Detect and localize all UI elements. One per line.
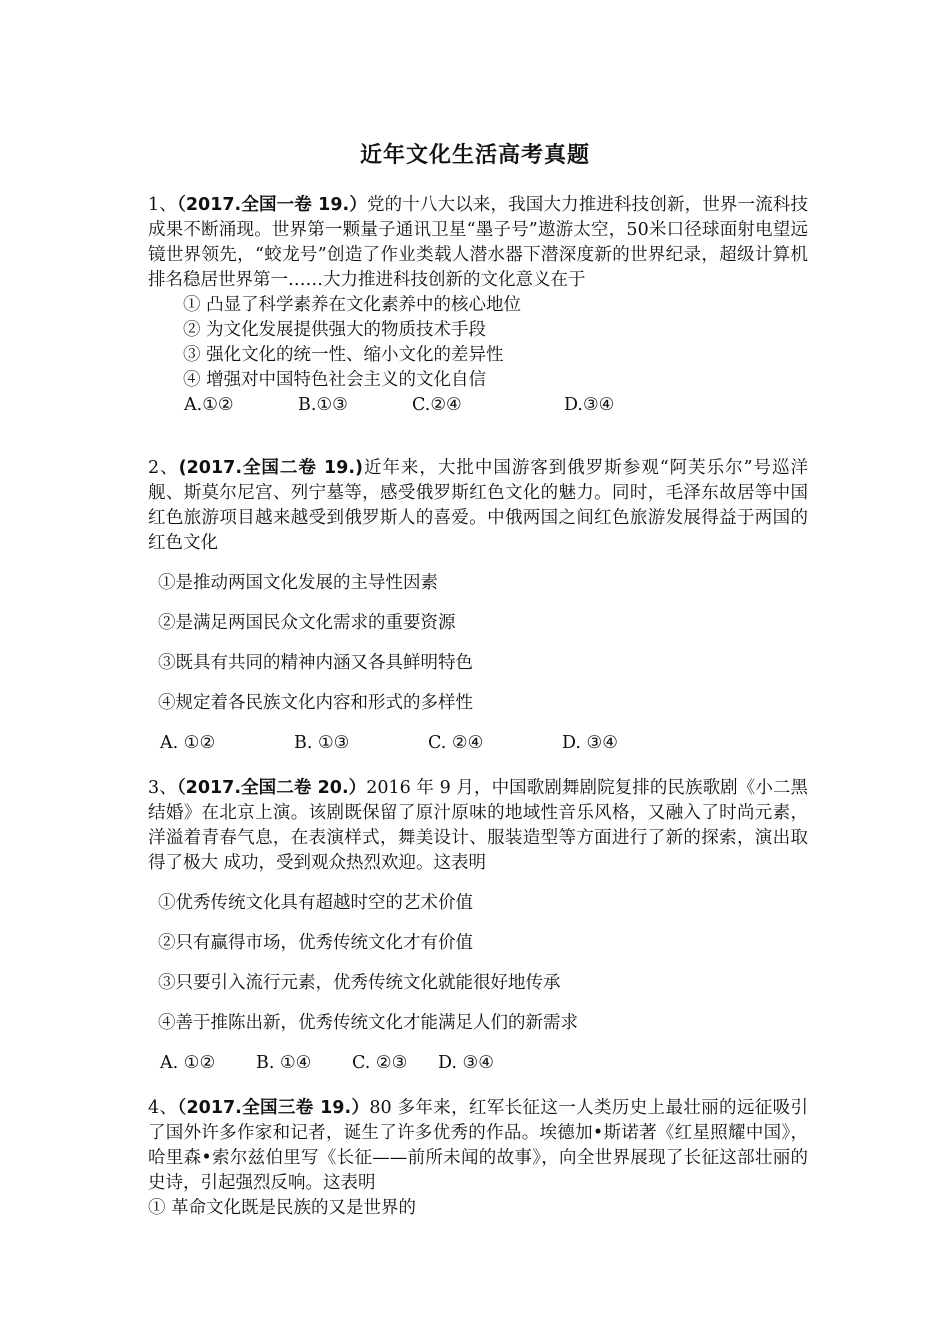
answer-choices xyxy=(148,731,808,756)
question-text: 80 多年来，红军长征这一人类历史上最壮丽的远征吸引了国外许多作家和记者，诞生了许多优秀的作品。埃德加•斯诺著《红星照耀中国》，哈里森•索尔兹伯里写《长征——前所未闻的故事》，向全世界展现了长征这部壮丽的史诗，引起强烈反响。这表明 xyxy=(148,1098,808,1193)
question-4 xyxy=(148,1096,808,1221)
question-source: (2017.全国二卷 19.) xyxy=(178,458,363,478)
choice-d: D. ③④ xyxy=(562,733,618,753)
question-number: 1、 xyxy=(148,195,177,215)
question-stem xyxy=(148,193,808,293)
option-3: ③既具有共同的精神内涵又各具鲜明特色 xyxy=(158,653,473,673)
question-source: （2017.全国一卷 19.） xyxy=(176,195,367,215)
option-1: ① 凸显了科学素养在文化素养中的核心地位 xyxy=(183,295,522,315)
choice-b: B. ①③ xyxy=(294,733,350,753)
option-1: ① 革命文化既是民族的又是世界的 xyxy=(148,1198,417,1218)
question-text: 2016 年 9 月，中国歌剧舞剧院复排的民族歌剧《小二黑结婚》在北京上演。该剧既保留了原汁原味的地域性音乐风格，又融入了时尚元素，洋溢着青春气息，在表演样式，舞美设计、服装造型等方面进行了新的探索，演出取得了极大 成功，受到观众热烈欢迎。这表明 xyxy=(148,778,808,873)
choice-a: A. ①② xyxy=(160,1053,216,1073)
choice-c: C. ②④ xyxy=(428,733,484,753)
question-stem xyxy=(148,776,808,876)
option-3: ③只要引入流行元素，优秀传统文化就能很好地传承 xyxy=(158,973,561,993)
choice-c: C. ②③ xyxy=(352,1053,408,1073)
choice-c: C.②④ xyxy=(412,395,462,415)
question-source: （2017.全国二卷 20.） xyxy=(176,778,367,798)
question-1 xyxy=(148,193,808,418)
question-source: （2017.全国三卷 19.） xyxy=(177,1098,370,1118)
question-stem xyxy=(148,1096,808,1196)
answer-choices xyxy=(148,393,808,418)
choice-d: D.③④ xyxy=(564,395,615,415)
question-text: 近年来，大批中国游客到俄罗斯参观“阿芙乐尔”号巡洋舰、斯莫尔尼宫、列宁墓等，感受俄罗斯红色文化的魅力。同时，毛泽东故居等中国红色旅游项目越来越受到俄罗斯人的喜爱。中俄两国之间红色旅游发展得益于两国的红色文化 xyxy=(148,458,808,553)
option-4: ④善于推陈出新，优秀传统文化才能满足人们的新需求 xyxy=(158,1013,578,1033)
question-stem xyxy=(148,456,808,556)
option-4: ④ 增强对中国特色社会主义的文化自信 xyxy=(183,370,487,390)
choice-b: B. ①④ xyxy=(256,1053,312,1073)
question-text: 党的十八大以来，我国大力推进科技创新，世界一流科技成果不断涌现。世界第一颗量子通讯卫星“墨子号”遨游太空，50米口径球面射电望远镜世界领先，“蛟龙号”创造了作业类载人潜水器下潜深度新的世界纪录，超级计算机排名稳居世界第一……大力推进科技创新的文化意义在于 xyxy=(148,195,809,290)
question-2 xyxy=(148,456,808,756)
choice-d: D. ③④ xyxy=(438,1053,494,1073)
page-title: 近年文化生活高考真题 xyxy=(359,143,590,168)
choice-a: A.①② xyxy=(184,395,234,415)
option-4: ④规定着各民族文化内容和形式的多样性 xyxy=(158,693,473,713)
option-2: ②是满足两国民众文化需求的重要资源 xyxy=(158,613,456,633)
question-3 xyxy=(148,776,808,1076)
choice-b: B.①③ xyxy=(298,395,348,415)
choice-a: A. ①② xyxy=(160,733,216,753)
option-2: ②只有赢得市场，优秀传统文化才有价值 xyxy=(158,933,473,953)
question-number: 3、 xyxy=(148,778,177,798)
question-number: 2、 xyxy=(148,458,179,478)
answer-choices xyxy=(148,1051,808,1076)
option-1: ①优秀传统文化具有超越时空的艺术价值 xyxy=(158,893,473,913)
option-1: ①是推动两国文化发展的主导性因素 xyxy=(158,573,438,593)
option-2: ② 为文化发展提供强大的物质技术手段 xyxy=(183,320,487,340)
question-number: 4、 xyxy=(148,1098,178,1118)
option-3: ③ 强化文化的统一性、缩小文化的差异性 xyxy=(183,345,504,365)
